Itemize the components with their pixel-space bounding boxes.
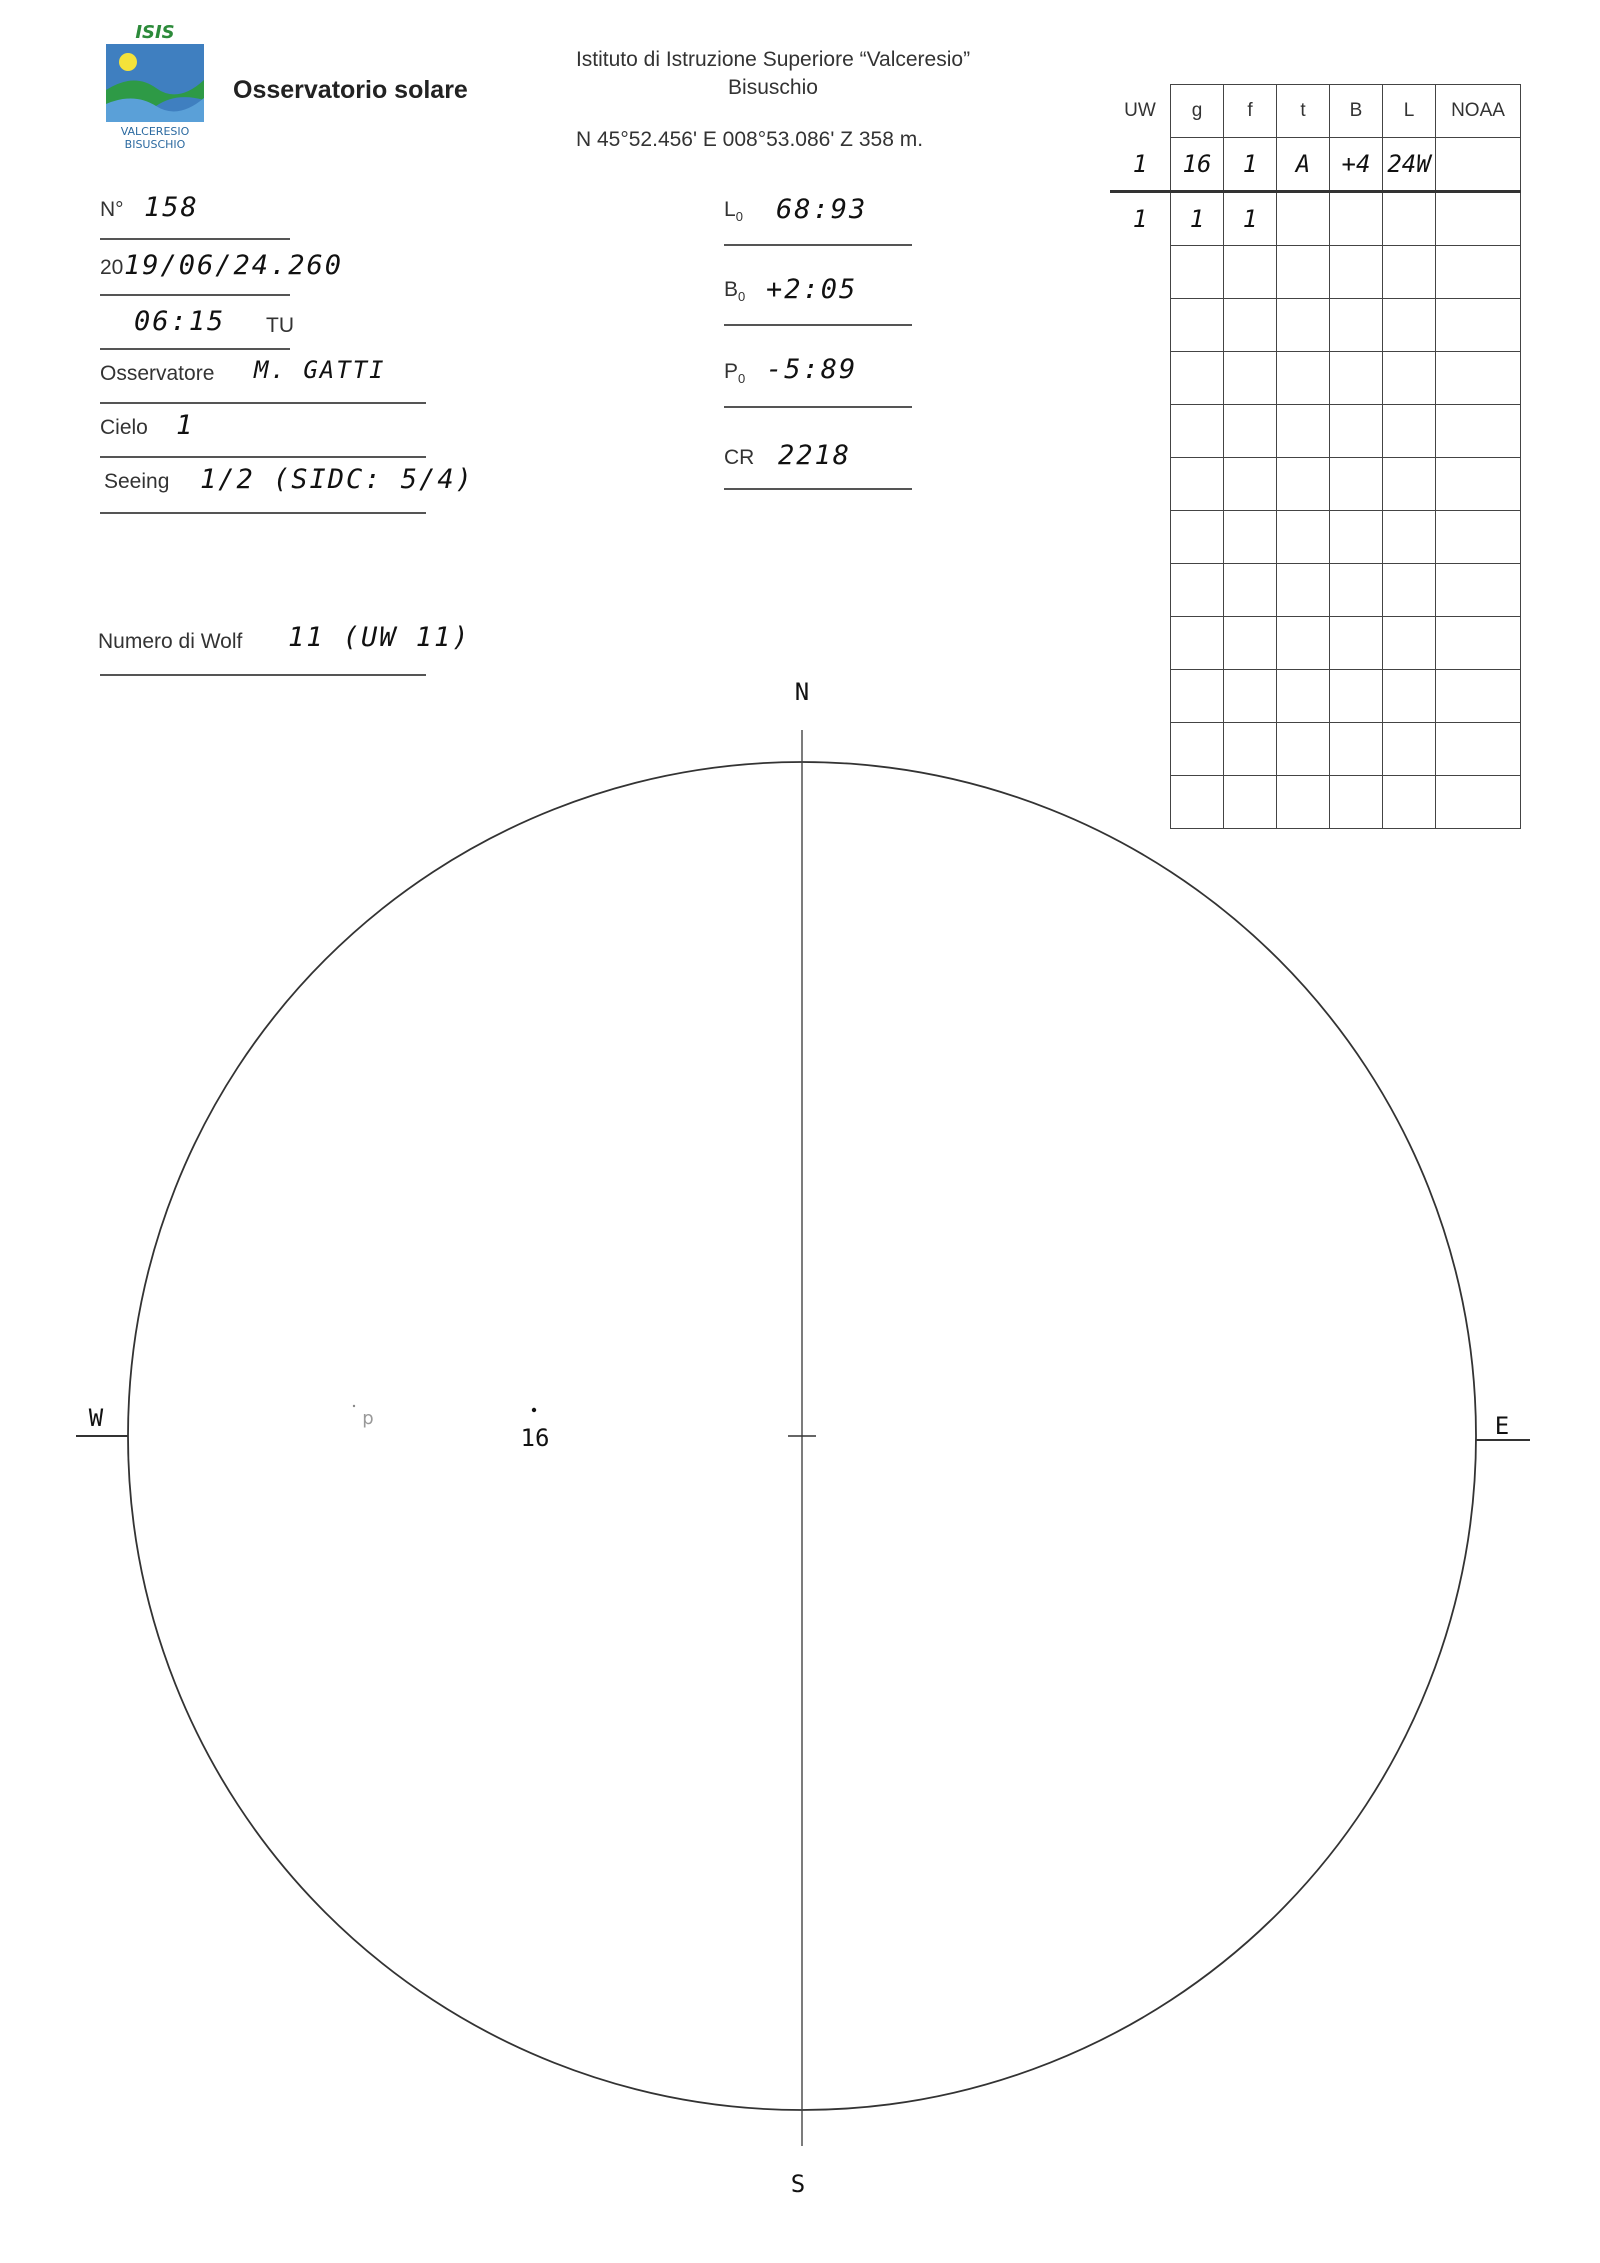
cell-uw: 1	[1110, 138, 1171, 192]
cell-f: 1	[1224, 138, 1277, 192]
west-label: W	[88, 1404, 104, 1432]
l0-label: $L_0$	[724, 198, 743, 225]
logo-text: ISIS	[135, 22, 175, 43]
logo-caption-2: BISUSCHIO	[124, 138, 186, 151]
date-value: 19/06/24.260	[124, 250, 344, 281]
wolf-value: 11 (UW 11)	[288, 622, 471, 653]
cr-value: 2218	[778, 440, 852, 471]
observatory-coordinates: N 45°52.456' E 008°53.086' Z 358 m.	[576, 128, 924, 151]
total-f: 1	[1224, 192, 1277, 246]
institute-town: Bisuschio	[728, 76, 818, 99]
b0-value: +2:05	[766, 274, 858, 305]
wolf-label: Numero di Wolf	[98, 630, 243, 653]
header-g: g	[1171, 85, 1224, 138]
number-label: N°	[100, 198, 124, 221]
time-unit: TU	[266, 314, 294, 337]
faint-dot	[353, 1405, 355, 1407]
header-l: L	[1383, 85, 1436, 138]
cell-t: A	[1277, 138, 1330, 192]
total-uw: 1	[1110, 192, 1171, 246]
seeing-value: 1/2 (SIDC: 5/4)	[200, 464, 474, 495]
faint-pore-mark: p	[362, 1408, 374, 1429]
header-b: B	[1330, 85, 1383, 138]
sunspot-group-16	[532, 1408, 536, 1412]
observer-value: M. GATTI	[254, 356, 386, 384]
east-label: E	[1494, 1412, 1510, 1440]
cell-l: 24W	[1383, 138, 1436, 192]
sky-label: Cielo	[100, 416, 148, 439]
sky-value: 1	[176, 410, 195, 441]
seeing-label: Seeing	[104, 470, 170, 493]
header-uw: UW	[1110, 85, 1171, 138]
date-prefix: 20	[100, 256, 124, 279]
cr-label: CR	[724, 446, 755, 469]
observatory-title: Osservatorio solare	[233, 76, 468, 104]
b0-label: $B_0$	[724, 278, 746, 305]
header-t: t	[1277, 85, 1330, 138]
total-g: 1	[1171, 192, 1224, 246]
logo-caption-1: VALCERESIO	[120, 125, 190, 138]
institute-name: Istituto di Istruzione Superiore “Valceresio”	[575, 48, 971, 71]
cell-g: 16	[1171, 138, 1224, 192]
cell-b: +4	[1330, 138, 1383, 192]
north-label: N	[794, 678, 810, 706]
observer-label: Osservatore	[100, 362, 215, 385]
header-f: f	[1224, 85, 1277, 138]
south-label: S	[790, 2170, 806, 2198]
p0-label: $P_0$	[724, 360, 746, 387]
header-noaa: NOAA	[1436, 85, 1521, 138]
number-value: 158	[144, 192, 199, 223]
time-value: 06:15	[134, 306, 226, 337]
sunspot-group-label: 16	[520, 1424, 550, 1452]
p0-value: -5:89	[766, 354, 858, 385]
l0-value: 68:93	[776, 194, 868, 225]
